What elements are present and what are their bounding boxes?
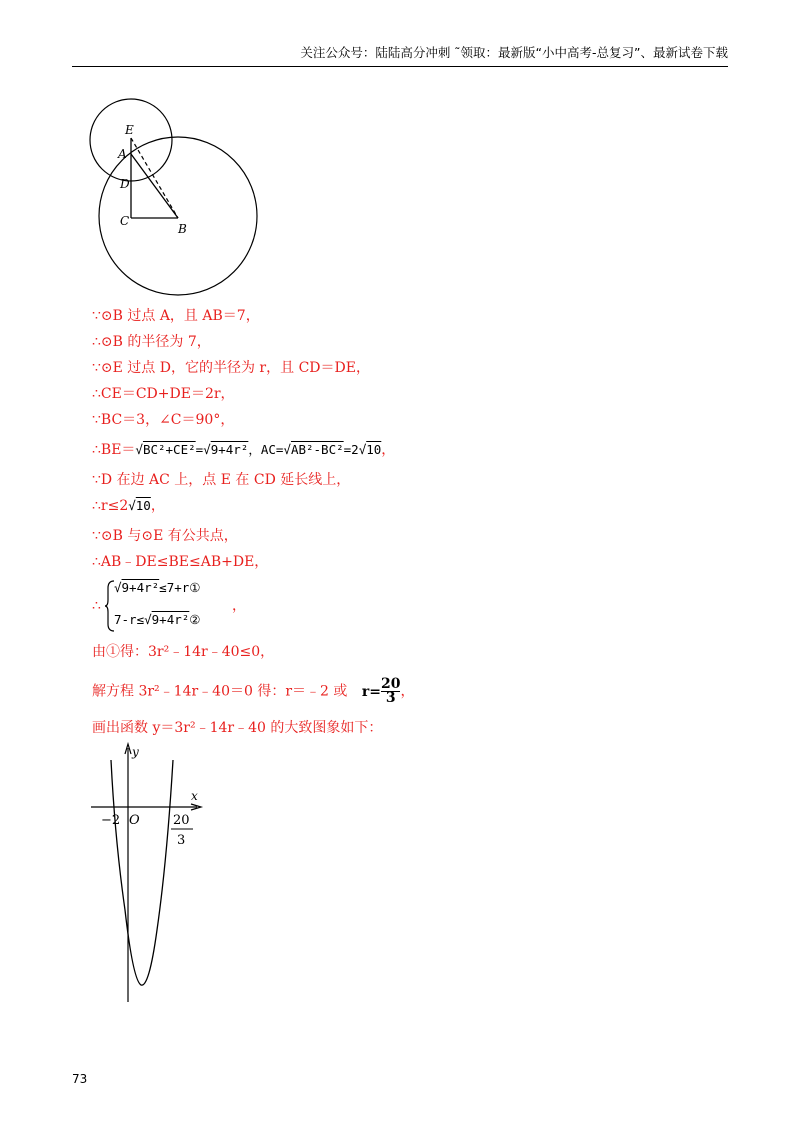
radicand-10: 10 <box>135 498 151 513</box>
label-c: C <box>120 214 130 228</box>
system-end: ， <box>232 598 246 614</box>
solution-line-10: ∴AB﹣DE≤BE≤AB+DE， <box>92 554 269 570</box>
equals-1: = <box>195 442 204 457</box>
y-axis-label: y <box>132 745 139 759</box>
ac-label: ，AC= <box>248 442 284 457</box>
radicand-4: 10 <box>366 442 382 457</box>
line-6-end: ， <box>381 442 396 458</box>
page-header <box>72 44 728 67</box>
sys1-radicand: 9+4r² <box>121 580 160 595</box>
x-axis-label: x <box>191 789 198 803</box>
system-inequality-1: √9+4r²≤7+r① <box>114 580 201 595</box>
equation-solve-text: 解方程 3r²﹣14r﹣40＝0 得：r＝﹣2 或 <box>92 683 348 700</box>
radicand-3: AB²-BC² <box>290 442 344 457</box>
origin-label: O <box>129 813 140 828</box>
segment-ab <box>131 154 178 218</box>
fraction-numerator: 20 <box>380 676 401 692</box>
solution-line-7: ∵D 在边 AC 上，点 E 在 CD 延长线上， <box>92 472 351 488</box>
solution-line-8 <box>92 496 165 516</box>
parabola-figure <box>85 740 205 1005</box>
solution-line-1: ∵⊙B 过点 A，且 AB＝7， <box>92 308 260 324</box>
label-a: A <box>118 147 127 161</box>
fraction-20-3 <box>381 678 400 705</box>
sqrt-formula-1: √BC²+CE²=√9+4r²，AC=√AB²-BC²=2√10 <box>135 442 382 457</box>
pos-root-denominator: 3 <box>177 833 186 848</box>
radicand-1: BC²+CE² <box>142 442 196 457</box>
fraction-denominator: 3 <box>385 690 396 706</box>
r-bound-prefix: ∴r≤2 <box>92 498 129 514</box>
radicand-2: 9+4r² <box>210 442 249 457</box>
geometry-figure <box>85 92 265 302</box>
r-equals: r= <box>361 683 381 700</box>
parabola-curve <box>111 760 173 985</box>
pos-root-numerator: 20 <box>173 813 190 828</box>
page-number: 73 <box>72 1072 88 1086</box>
solution-line-5: ∵BC＝3，∠C＝90°， <box>92 412 235 428</box>
solution-line-14: 画出函数 y＝3r²﹣14r﹣40 的大致图象如下： <box>92 720 383 736</box>
system-inequality-2: 7-r≤√9+4r²② <box>114 612 201 627</box>
line-8-end: ， <box>150 498 165 514</box>
header-text: 关注公众号：陆陆高分冲刺 ˜领取：最新版“小中高考-总复习”、最新试卷下载 <box>300 45 728 60</box>
neg-root-label: −2 <box>101 813 121 828</box>
sys1-rest: ≤7+r① <box>159 580 201 595</box>
solution-line-9: ∵⊙B 与⊙E 有公共点， <box>92 528 238 544</box>
sys2-pre: 7-r≤ <box>114 612 145 627</box>
sqrt-10: √10 <box>128 498 151 513</box>
label-e: E <box>125 123 134 137</box>
solution-line-13 <box>92 678 414 705</box>
sys2-rest: ② <box>189 612 201 627</box>
line-13-end: ， <box>400 683 415 700</box>
label-b: B <box>178 222 187 236</box>
sys2-radicand: 9+4r² <box>151 612 190 627</box>
solution-line-6 <box>92 440 395 460</box>
solution-line-2: ∴⊙B 的半径为 7， <box>92 334 211 350</box>
therefore-symbol: ∴ <box>92 598 101 614</box>
label-d: D <box>120 177 130 191</box>
be-prefix: ∴BE＝ <box>92 442 136 458</box>
solution-line-3: ∵⊙E 过点 D，它的半径为 r，且 CD＝DE， <box>92 360 370 376</box>
solution-line-12: 由①得：3r²﹣14r﹣40≤0， <box>92 644 275 660</box>
solution-line-4: ∴CE＝CD+DE＝2r， <box>92 386 235 402</box>
equals-2: =2 <box>343 442 359 457</box>
